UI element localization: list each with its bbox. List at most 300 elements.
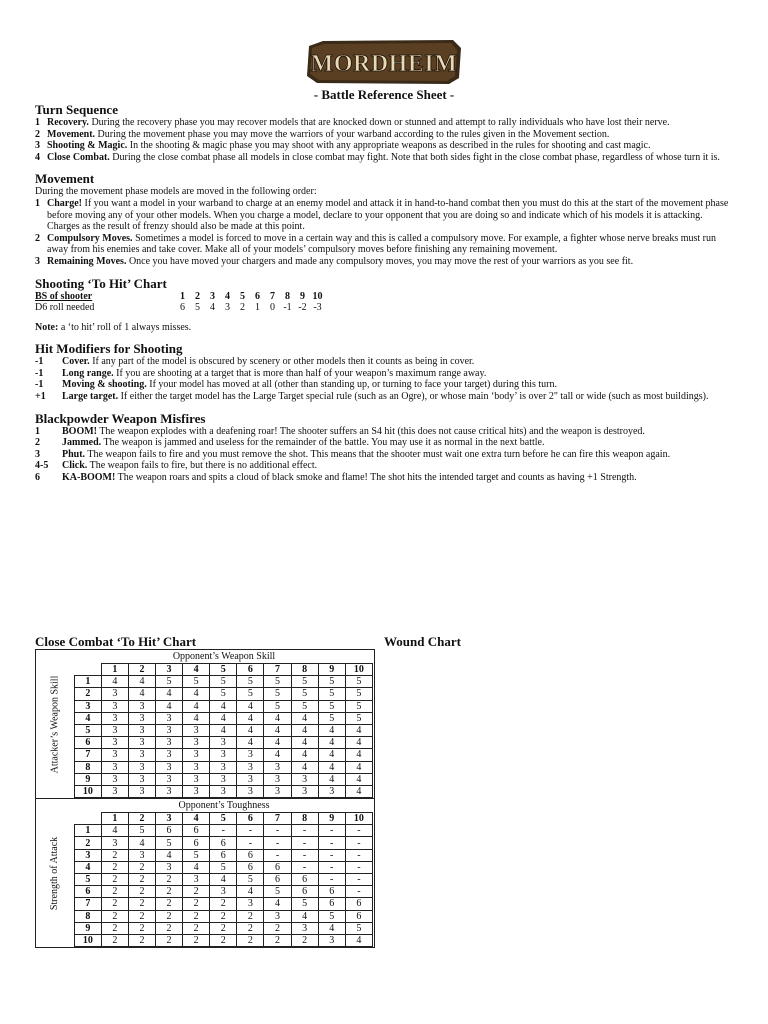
table-cell: 3 bbox=[101, 837, 128, 849]
modifier-value: -1 bbox=[35, 379, 44, 391]
turn-sequence-list bbox=[35, 117, 735, 163]
table-cell: 4 bbox=[345, 749, 372, 761]
table-cell: 5 bbox=[264, 676, 291, 688]
table-cell: 4 bbox=[264, 749, 291, 761]
table-cell: 2 bbox=[128, 910, 155, 922]
table-cell: 5 bbox=[156, 676, 183, 688]
row-header: 4 bbox=[75, 861, 102, 873]
table-cell: 2 bbox=[156, 886, 183, 898]
item-term: Jammed. bbox=[62, 437, 102, 449]
list-item bbox=[35, 140, 735, 152]
table-cell: 2 bbox=[210, 934, 237, 946]
table-cell: 4 bbox=[128, 837, 155, 849]
column-header: 8 bbox=[291, 813, 318, 825]
weapon-skill-block bbox=[36, 650, 374, 799]
table-cell: 3 bbox=[156, 785, 183, 797]
table-cell: 3 bbox=[210, 749, 237, 761]
table-cell: 4 bbox=[183, 700, 210, 712]
table-cell: - bbox=[345, 825, 372, 837]
table-row bbox=[75, 922, 373, 934]
table-cell: - bbox=[237, 825, 264, 837]
table-cell: 5 bbox=[291, 898, 318, 910]
page-subtitle: - Battle Reference Sheet - bbox=[313, 87, 455, 102]
table-cell: 5 bbox=[291, 688, 318, 700]
table-cell: 6 bbox=[264, 861, 291, 873]
table-cell: 2 bbox=[183, 910, 210, 922]
shooting-to-hit-table bbox=[35, 291, 325, 313]
table-cell: 3 bbox=[101, 737, 128, 749]
roll-value: 6 bbox=[180, 301, 185, 313]
column-header: 2 bbox=[128, 664, 155, 676]
table-row bbox=[75, 749, 373, 761]
table-cell: 3 bbox=[237, 761, 264, 773]
column-header: 9 bbox=[318, 813, 345, 825]
item-text: In the shooting & magic phase you may shoot with any appropriate weapons as described in the rules for shooting and cast magic. bbox=[127, 140, 651, 152]
item-term: Charge! bbox=[47, 197, 82, 209]
table-cell: 2 bbox=[101, 861, 128, 873]
list-item bbox=[35, 129, 735, 141]
item-term: KA-BOOM! bbox=[62, 471, 116, 483]
chart-titles bbox=[35, 634, 735, 650]
shooting-note bbox=[35, 322, 735, 334]
table-cell: 2 bbox=[156, 898, 183, 910]
table-cell: 5 bbox=[318, 676, 345, 688]
turn-sequence-heading: Turn Sequence bbox=[35, 102, 118, 117]
item-text: If you are shooting at a target that is more than half of your weapon’s maximum range away. bbox=[113, 367, 487, 379]
table-cell: 4 bbox=[156, 849, 183, 861]
table-cell: 2 bbox=[101, 886, 128, 898]
table-cell: 3 bbox=[291, 773, 318, 785]
item-text: The weapon fails to fire, but there is no additional effect. bbox=[87, 460, 318, 472]
table-cell: 4 bbox=[318, 724, 345, 736]
table-cell: 4 bbox=[345, 761, 372, 773]
table-cell: 3 bbox=[101, 773, 128, 785]
misfires-list bbox=[35, 426, 735, 484]
table-cell: 5 bbox=[128, 825, 155, 837]
table-cell: 4 bbox=[318, 761, 345, 773]
table-cell: 5 bbox=[210, 688, 237, 700]
row-header: 10 bbox=[75, 785, 102, 797]
modifier-value: -1 bbox=[35, 367, 44, 379]
table-cell: 5 bbox=[318, 910, 345, 922]
logo-text: MORDHEIM bbox=[310, 51, 458, 77]
table-row bbox=[75, 773, 373, 785]
table-cell: 3 bbox=[156, 761, 183, 773]
table-cell: 3 bbox=[156, 861, 183, 873]
table-cell: 2 bbox=[101, 922, 128, 934]
table-cell: 5 bbox=[264, 886, 291, 898]
table-row bbox=[75, 910, 373, 922]
table-cell: 3 bbox=[210, 785, 237, 797]
table-cell: 3 bbox=[128, 749, 155, 761]
table-row bbox=[75, 761, 373, 773]
table-header-row bbox=[75, 664, 373, 676]
row-header: 1 bbox=[75, 676, 102, 688]
table-cell: - bbox=[264, 849, 291, 861]
item-term: Compulsory Moves. bbox=[47, 232, 133, 244]
column-header: 4 bbox=[183, 813, 210, 825]
table-cell: 2 bbox=[237, 922, 264, 934]
table-cell: 2 bbox=[128, 934, 155, 946]
table-cell: 3 bbox=[128, 700, 155, 712]
table-cell: 5 bbox=[264, 688, 291, 700]
table-cell: - bbox=[345, 849, 372, 861]
row-header: 3 bbox=[75, 849, 102, 861]
table-cell: 6 bbox=[318, 898, 345, 910]
note-text: a ‘to hit’ roll of 1 always misses. bbox=[58, 321, 192, 333]
item-number: 4 bbox=[35, 151, 40, 163]
row-header: 8 bbox=[75, 761, 102, 773]
table-cell: 2 bbox=[156, 910, 183, 922]
column-header: 6 bbox=[237, 813, 264, 825]
roll-number: 6 bbox=[35, 471, 40, 483]
table-cell: 3 bbox=[183, 874, 210, 886]
table-cell: 3 bbox=[183, 724, 210, 736]
list-item bbox=[35, 198, 735, 233]
table-row bbox=[75, 700, 373, 712]
row-header: 7 bbox=[75, 898, 102, 910]
column-header: 1 bbox=[101, 664, 128, 676]
roll-value: -3 bbox=[313, 301, 322, 313]
table-cell: 4 bbox=[156, 688, 183, 700]
column-header: 7 bbox=[264, 813, 291, 825]
table-cell: 3 bbox=[128, 724, 155, 736]
table-cell: 3 bbox=[101, 712, 128, 724]
table-cell: - bbox=[291, 825, 318, 837]
table-cell: 6 bbox=[210, 849, 237, 861]
table-cell: 3 bbox=[210, 886, 237, 898]
roll-value: 5 bbox=[195, 301, 200, 313]
table-cell: 4 bbox=[183, 688, 210, 700]
table-cell: 5 bbox=[345, 712, 372, 724]
table-cell: 2 bbox=[156, 934, 183, 946]
table-row bbox=[35, 291, 325, 302]
column-header: 10 bbox=[345, 664, 372, 676]
list-item bbox=[35, 391, 735, 403]
item-term: Close Combat. bbox=[47, 151, 110, 163]
hit-modifiers-heading: Hit Modifiers for Shooting bbox=[35, 341, 183, 357]
table-cell: 3 bbox=[183, 761, 210, 773]
table-cell: 5 bbox=[237, 874, 264, 886]
table-cell: 6 bbox=[183, 837, 210, 849]
list-item bbox=[35, 379, 735, 391]
row-header: 9 bbox=[75, 773, 102, 785]
toughness-block bbox=[36, 799, 374, 947]
roll-row-label: D6 roll needed bbox=[35, 301, 95, 313]
table-cell: 4 bbox=[345, 724, 372, 736]
roll-value: -1 bbox=[283, 301, 292, 313]
table-cell: - bbox=[237, 837, 264, 849]
opponent-toughness-caption: Opponent’s Toughness bbox=[178, 800, 270, 812]
bs-header-label: BS of shooter bbox=[35, 290, 93, 302]
table-cell: 4 bbox=[183, 861, 210, 873]
list-item bbox=[35, 449, 735, 461]
column-header: 10 bbox=[345, 813, 372, 825]
table-cell: 2 bbox=[183, 886, 210, 898]
table-cell: 4 bbox=[291, 737, 318, 749]
table-cell: 4 bbox=[345, 773, 372, 785]
table-cell: 3 bbox=[156, 749, 183, 761]
hit-modifiers-list bbox=[35, 356, 735, 402]
table-cell: 4 bbox=[264, 712, 291, 724]
item-term: Remaining Moves. bbox=[47, 255, 127, 267]
modifier-value: -1 bbox=[35, 356, 44, 368]
table-cell: 2 bbox=[101, 934, 128, 946]
table-row bbox=[35, 302, 325, 313]
table-cell: 4 bbox=[345, 785, 372, 797]
table-cell: 5 bbox=[237, 676, 264, 688]
table-cell: 3 bbox=[128, 785, 155, 797]
note-label: Note: bbox=[35, 321, 59, 333]
table-cell: 5 bbox=[318, 688, 345, 700]
table-cell: - bbox=[318, 837, 345, 849]
item-term: BOOM! bbox=[62, 425, 97, 437]
table-cell: - bbox=[291, 861, 318, 873]
table-cell: 3 bbox=[183, 737, 210, 749]
item-term: Large target. bbox=[62, 390, 119, 402]
table-cell: 5 bbox=[345, 922, 372, 934]
table-cell: 5 bbox=[318, 700, 345, 712]
table-cell: 2 bbox=[128, 922, 155, 934]
table-cell: - bbox=[345, 874, 372, 886]
bs-value: 5 bbox=[240, 290, 245, 302]
table-cell: 3 bbox=[156, 737, 183, 749]
item-number: 3 bbox=[35, 140, 40, 152]
table-cell: 3 bbox=[183, 773, 210, 785]
mordheim-logo bbox=[303, 38, 465, 86]
bs-value: 8 bbox=[285, 290, 290, 302]
table-cell: 5 bbox=[264, 700, 291, 712]
table-cell: 2 bbox=[264, 922, 291, 934]
row-header: 8 bbox=[75, 910, 102, 922]
item-text: The weapon fails to fire and you must remove the shot. This means that the shooter must wait one extra turn before he can fire this weapon again. bbox=[85, 448, 671, 460]
table-cell: 5 bbox=[345, 700, 372, 712]
table-cell: 4 bbox=[291, 724, 318, 736]
table-cell: 6 bbox=[345, 910, 372, 922]
table-cell: 4 bbox=[345, 737, 372, 749]
list-item bbox=[35, 368, 735, 380]
bs-value: 7 bbox=[270, 290, 275, 302]
table-cell: 2 bbox=[101, 849, 128, 861]
weapon-skill-table bbox=[74, 663, 373, 798]
strength-label: Strength of Attack bbox=[49, 836, 61, 910]
column-header: 1 bbox=[101, 813, 128, 825]
bs-value: 2 bbox=[195, 290, 200, 302]
column-header: 3 bbox=[156, 664, 183, 676]
table-cell: 4 bbox=[210, 724, 237, 736]
misfires-heading: Blackpowder Weapon Misfires bbox=[35, 410, 206, 426]
table-cell: 6 bbox=[345, 898, 372, 910]
table-cell: 4 bbox=[291, 712, 318, 724]
table-cell: 3 bbox=[318, 934, 345, 946]
list-item bbox=[35, 233, 735, 256]
table-cell: - bbox=[318, 874, 345, 886]
list-item bbox=[35, 256, 735, 268]
table-cell: 2 bbox=[128, 898, 155, 910]
row-header: 5 bbox=[75, 724, 102, 736]
table-cell: 4 bbox=[210, 700, 237, 712]
item-text: During the movement phase you may move the warriors of your warband according to the rules given in the Movement section. bbox=[95, 128, 610, 140]
item-text: If you want a model in your warband to charge at an enemy model and attack it in hand-to-hand combat then you must do this at the start of the movement phase before moving any of your other models. When you charge a model, declare to your opponent that you are doing so and indicate which of his models it is attacking. Charges as the result of frenzy should also be made at this point. bbox=[47, 197, 729, 233]
item-text: Sometimes a model is forced to move in a certain way and this is called a compulsory move. For example, a fighter whose nerve breaks must run away from his enemies and take cover. Make all of your models’ compulsory moves before finishing any remaining movement. bbox=[47, 232, 717, 256]
row-header: 10 bbox=[75, 934, 102, 946]
table-cell: 2 bbox=[128, 861, 155, 873]
table-cell: 2 bbox=[210, 910, 237, 922]
table-cell: 3 bbox=[101, 749, 128, 761]
movement-list bbox=[35, 198, 735, 268]
table-corner bbox=[75, 813, 102, 825]
table-row bbox=[75, 849, 373, 861]
modifier-value: +1 bbox=[35, 390, 46, 402]
item-term: Movement. bbox=[47, 128, 96, 140]
row-header: 7 bbox=[75, 749, 102, 761]
table-cell: 2 bbox=[237, 934, 264, 946]
table-cell: 4 bbox=[291, 761, 318, 773]
table-cell: 3 bbox=[237, 749, 264, 761]
table-row bbox=[75, 934, 373, 946]
table-cell: 4 bbox=[291, 749, 318, 761]
table-cell: - bbox=[345, 837, 372, 849]
row-header: 5 bbox=[75, 874, 102, 886]
table-cell: 6 bbox=[156, 825, 183, 837]
row-header: 2 bbox=[75, 837, 102, 849]
close-combat-tables bbox=[35, 649, 375, 948]
row-header: 3 bbox=[75, 700, 102, 712]
table-cell: 3 bbox=[264, 773, 291, 785]
roll-number: 1 bbox=[35, 425, 40, 437]
table-cell: 3 bbox=[156, 712, 183, 724]
table-cell: 3 bbox=[237, 898, 264, 910]
table-cell: 5 bbox=[291, 700, 318, 712]
table-row bbox=[75, 712, 373, 724]
table-row bbox=[75, 898, 373, 910]
table-cell: 2 bbox=[210, 898, 237, 910]
table-cell: 3 bbox=[210, 737, 237, 749]
column-header: 8 bbox=[291, 664, 318, 676]
table-cell: 6 bbox=[291, 886, 318, 898]
item-term: Phut. bbox=[62, 448, 86, 460]
table-cell: 3 bbox=[128, 761, 155, 773]
column-header: 9 bbox=[318, 664, 345, 676]
column-header: 4 bbox=[183, 664, 210, 676]
table-cell: 3 bbox=[264, 910, 291, 922]
table-cell: 2 bbox=[128, 874, 155, 886]
table-cell: 5 bbox=[345, 676, 372, 688]
wound-chart-heading: Wound Chart bbox=[384, 634, 461, 649]
table-cell: 3 bbox=[128, 712, 155, 724]
table-row bbox=[75, 874, 373, 886]
list-item bbox=[35, 152, 735, 164]
table-cell: 5 bbox=[210, 861, 237, 873]
roll-number: 4-5 bbox=[35, 460, 49, 472]
table-cell: - bbox=[264, 837, 291, 849]
list-item bbox=[35, 117, 735, 129]
table-header-row bbox=[75, 813, 373, 825]
table-corner bbox=[75, 664, 102, 676]
table-cell: 5 bbox=[345, 688, 372, 700]
table-cell: 4 bbox=[318, 773, 345, 785]
table-cell: 2 bbox=[156, 874, 183, 886]
table-cell: 5 bbox=[183, 676, 210, 688]
table-cell: 4 bbox=[237, 712, 264, 724]
item-text: During the recovery phase you may recover models that are knocked down or stunned and attempt to rally individuals who have lost their nerve. bbox=[88, 117, 670, 128]
roll-value: 0 bbox=[270, 301, 275, 313]
table-cell: 4 bbox=[156, 700, 183, 712]
table-cell: 2 bbox=[101, 898, 128, 910]
table-cell: 2 bbox=[183, 898, 210, 910]
table-cell: 4 bbox=[210, 874, 237, 886]
table-row bbox=[75, 861, 373, 873]
table-cell: 3 bbox=[101, 761, 128, 773]
table-cell: 3 bbox=[128, 849, 155, 861]
table-cell: 6 bbox=[264, 874, 291, 886]
item-number: 1 bbox=[35, 197, 40, 209]
movement-heading: Movement bbox=[35, 171, 95, 187]
list-item bbox=[35, 426, 735, 438]
table-cell: - bbox=[345, 886, 372, 898]
item-text: Once you have moved your chargers and made any compulsory moves, you may move the rest of your warriors as you see fit. bbox=[126, 255, 634, 267]
table-cell: 2 bbox=[291, 934, 318, 946]
table-row bbox=[75, 688, 373, 700]
table-cell: - bbox=[291, 837, 318, 849]
table-row bbox=[75, 724, 373, 736]
table-cell: 2 bbox=[264, 934, 291, 946]
table-cell: 4 bbox=[264, 724, 291, 736]
item-text: If any part of the model is obscured by scenery or other models then it counts as being in cover. bbox=[89, 356, 475, 368]
roll-value: -2 bbox=[298, 301, 307, 313]
table-row bbox=[75, 676, 373, 688]
bs-value: 3 bbox=[210, 290, 215, 302]
column-header: 5 bbox=[210, 664, 237, 676]
attacker-ws-label: Attacker’s Weapon Skill bbox=[49, 675, 61, 773]
table-cell: 6 bbox=[291, 874, 318, 886]
row-header: 1 bbox=[75, 825, 102, 837]
table-cell: 4 bbox=[183, 712, 210, 724]
opponent-ws-caption: Opponent’s Weapon Skill bbox=[172, 651, 276, 662]
table-cell: 6 bbox=[318, 886, 345, 898]
column-header: 3 bbox=[156, 813, 183, 825]
table-cell: 6 bbox=[237, 849, 264, 861]
table-cell: 6 bbox=[183, 825, 210, 837]
table-cell: 4 bbox=[237, 724, 264, 736]
table-cell: 4 bbox=[210, 712, 237, 724]
table-cell: 3 bbox=[101, 785, 128, 797]
table-cell: 5 bbox=[156, 837, 183, 849]
table-cell: 4 bbox=[345, 934, 372, 946]
table-cell: 4 bbox=[264, 898, 291, 910]
table-cell: 3 bbox=[237, 785, 264, 797]
table-cell: 3 bbox=[101, 700, 128, 712]
row-header: 6 bbox=[75, 737, 102, 749]
table-cell: 3 bbox=[183, 749, 210, 761]
table-cell: 5 bbox=[318, 712, 345, 724]
item-number: 3 bbox=[35, 255, 40, 267]
roll-number: 2 bbox=[35, 437, 40, 449]
item-text: The weapon explodes with a deafening roar! The shooter suffers an S4 hit (this does not cause critical hits) and the weapon is destroyed. bbox=[97, 425, 645, 437]
bs-value: 4 bbox=[225, 290, 230, 302]
table-cell: 3 bbox=[101, 724, 128, 736]
item-number: 2 bbox=[35, 128, 40, 140]
table-cell: - bbox=[318, 825, 345, 837]
item-term: Long range. bbox=[62, 367, 114, 379]
table-cell: - bbox=[318, 849, 345, 861]
item-term: Shooting & Magic. bbox=[47, 140, 128, 152]
table-cell: 3 bbox=[264, 785, 291, 797]
table-cell: 3 bbox=[101, 688, 128, 700]
table-cell: 3 bbox=[291, 785, 318, 797]
list-item bbox=[35, 437, 735, 449]
column-header: 6 bbox=[237, 664, 264, 676]
